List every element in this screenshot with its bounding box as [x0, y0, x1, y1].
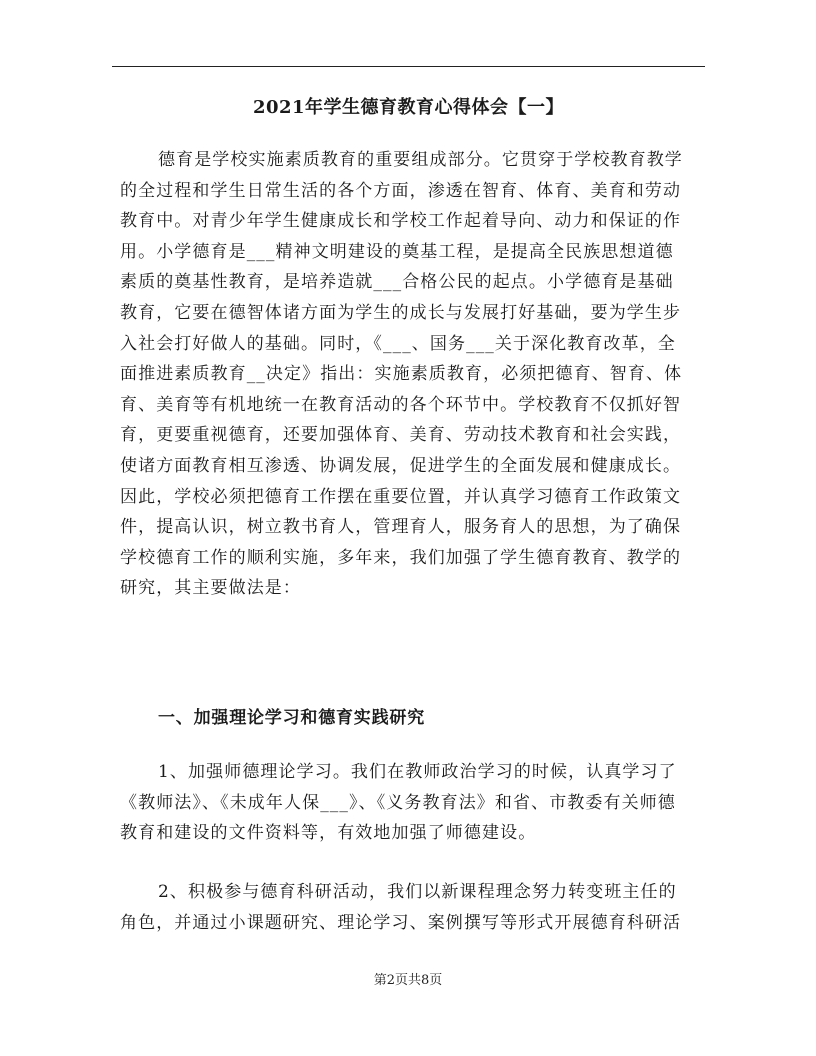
text-line: 教育中。对青少年学生健康成长和学校工作起着导向、动力和保证的作 — [120, 211, 682, 232]
text-line: 教育和建设的文件资料等，有效地加强了师德建设。 — [120, 823, 537, 844]
text-line: 1、加强师德理论学习。我们在教师政治学习的时候，认真学习了 — [158, 762, 677, 782]
text-line: 件，提高认识，树立教书育人，管理育人，服务育人的思想，为了确保 — [120, 517, 682, 538]
text-line: 研究，其主要做法是： — [120, 578, 301, 599]
intro-paragraph — [120, 145, 696, 604]
text-line: 面推进素质教育__决定》指出：实施素质教育，必须把德育、智育、体 — [120, 364, 683, 385]
paragraph-moral-research — [120, 877, 696, 938]
section-heading: 一、加强理论学习和德育实践研究 — [158, 708, 425, 728]
text-line: 育、美育等有机地统一在教育活动的各个环节中。学校教育不仅抓好智 — [120, 394, 682, 415]
text-line: 使诸方面教育相互渗透、协调发展，促进学生的全面发展和健康成长。 — [120, 455, 682, 476]
text-line: 教育，它要在德智体诸方面为学生的成长与发展打好基础，要为学生步 — [120, 302, 682, 323]
text-line: 角色，并通过小课题研究、理论学习、案例撰写等形式开展德育科研活 — [120, 912, 682, 933]
text-line: 用。小学德育是___精神文明建设的奠基工程，是提高全民族思想道德 — [120, 241, 674, 262]
text-line: 的全过程和学生日常生活的各个方面，渗透在智育、体育、美育和劳动 — [120, 180, 682, 201]
text-line: 素质的奠基性教育，是培养造就___合格公民的起点。小学德育是基础 — [120, 272, 674, 293]
paragraph-teacher-ethics — [120, 757, 696, 849]
text-line: 入社会打好做人的基础。同时，《___、国务___关于深化教育改革，全 — [120, 333, 676, 354]
document-title: 2021年学生德育教育心得体会【一】 — [252, 97, 565, 118]
text-line: 《教师法》、《未成年人保___》、《义务教育法》和省、市教委有关师德 — [120, 792, 676, 813]
text-line: 2、积极参与德育科研活动，我们以新课程理念努力转变班主任的 — [158, 882, 677, 902]
header-rule — [112, 66, 705, 67]
text-line: 德育是学校实施素质教育的重要组成部分。它贯穿于学校教育教学 — [158, 150, 683, 170]
page-number-footer: 第2页共8页 — [373, 973, 443, 988]
text-line: 学校德育工作的顺利实施，多年来，我们加强了学生德育教育、教学的 — [120, 547, 682, 568]
text-line: 育，更要重视德育，还要加强体育、美育、劳动技术教育和社会实践， — [120, 425, 682, 446]
text-line: 因此，学校必须把德育工作摆在重要位置，并认真学习德育工作政策文 — [120, 486, 682, 507]
